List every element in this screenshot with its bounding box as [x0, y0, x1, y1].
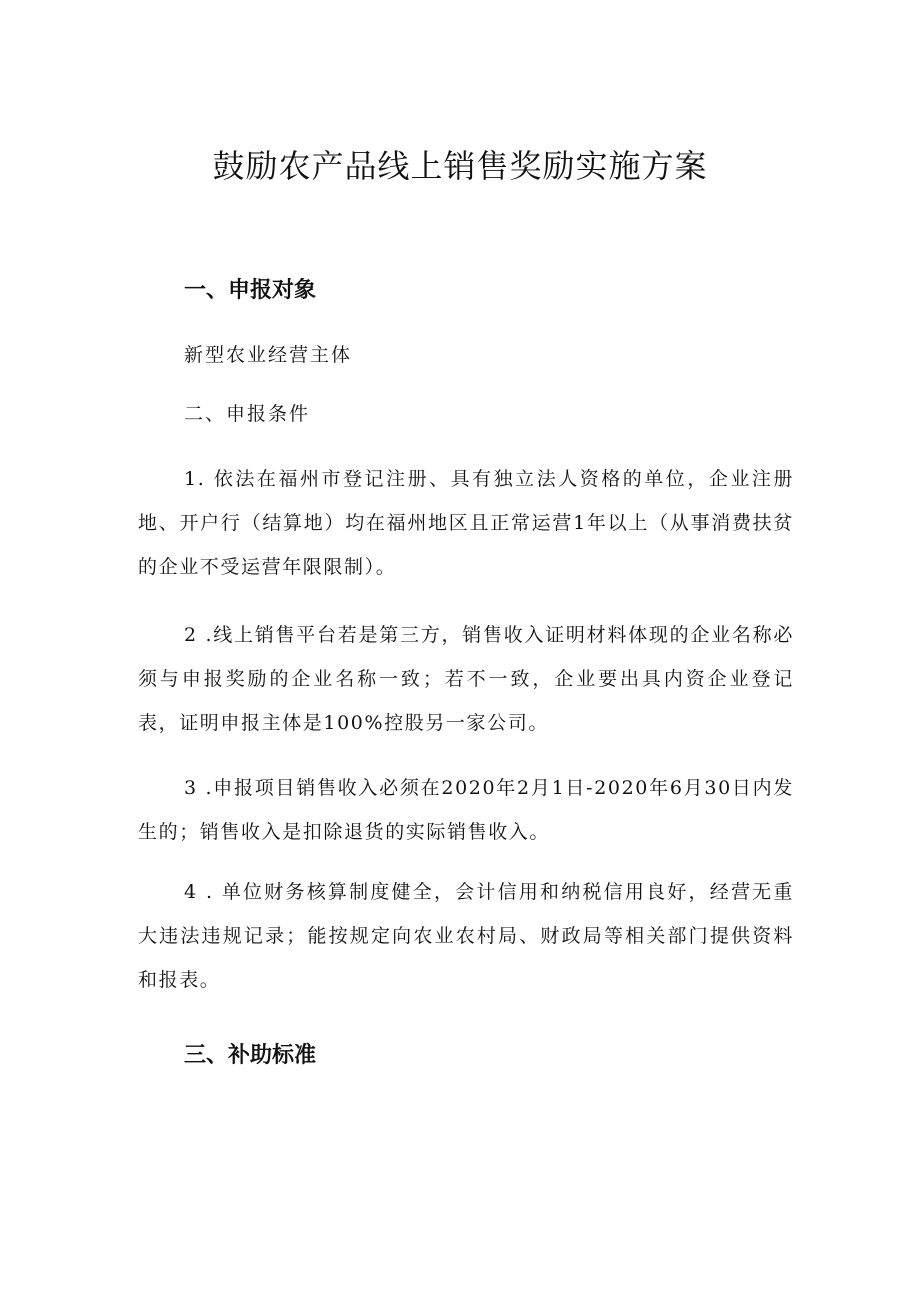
- section-heading-applicants: 一、申报对象: [184, 278, 317, 303]
- document-title: 鼓励农产品线上销售奖励实施方案: [212, 147, 708, 185]
- section-heading-subsidy: 三、补助标准: [184, 1043, 317, 1068]
- applicant-type-text: 新型农业经营主体: [184, 344, 353, 366]
- condition-item-1: 1. 依法在福州市登记注册、具有独立法人资格的单位，企业注册地、开户行（结算地）均在福州地区且正常运营1年以上（从事消费扶贫的企业不受运营年限限制）。: [138, 468, 794, 578]
- condition-item-3: 3 .申报项目销售收入必须在2020年2月1日-2020年6月30日内发生的；销售收入是扣除退货的实际销售收入。: [138, 777, 794, 843]
- section-heading-conditions: 二、申报条件: [184, 403, 311, 425]
- condition-item-2: 2 .线上销售平台若是第三方，销售收入证明材料体现的企业名称必须与申报奖励的企业名称一致；若不一致，企业要出具内资企业登记表，证明申报主体是100%控股另一家公司。: [138, 624, 794, 734]
- condition-item-4: 4 . 单位财务核算制度健全，会计信用和纳税信用良好，经营无重大违法违规记录；能按规定向农业农村局、财政局等相关部门提供资料和报表。: [138, 881, 794, 991]
